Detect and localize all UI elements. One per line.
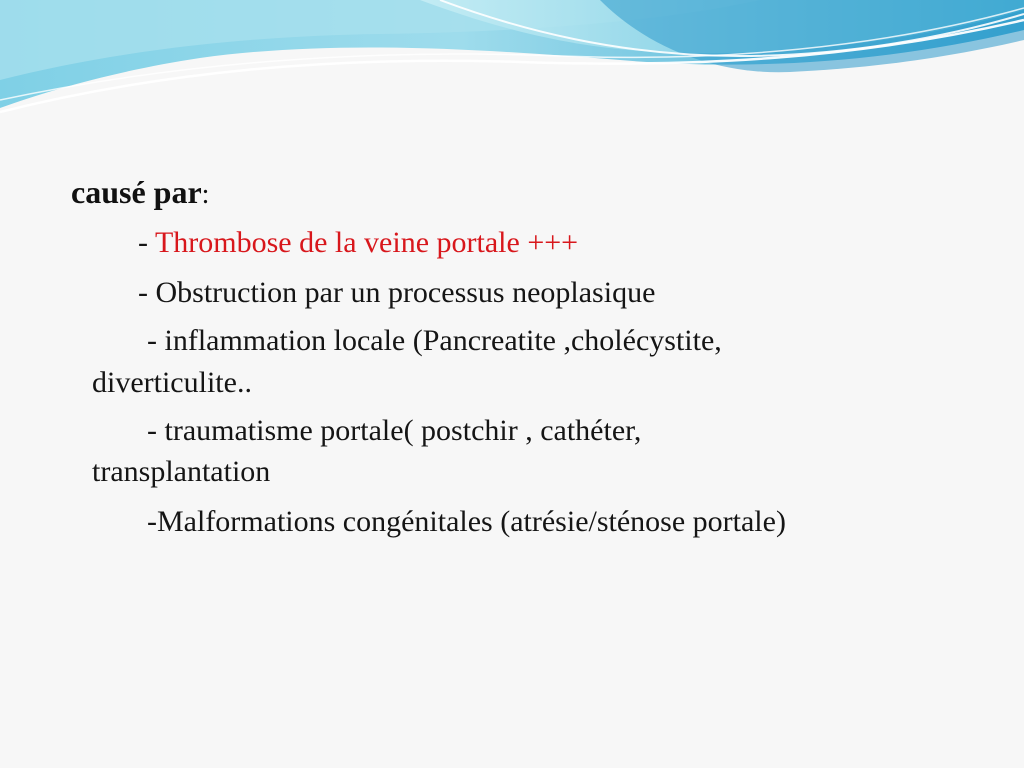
list-item-obstruction: - Obstruction par un processus neoplasique — [138, 276, 656, 309]
list-item-inflammation: - inflammation locale (Pancreatite ,cholécystite, — [147, 324, 722, 357]
list-item-dash: - — [138, 226, 155, 259]
heading-text: causé par — [71, 174, 202, 210]
list-item-inflammation-continuation: diverticulite.. — [92, 366, 252, 399]
heading-colon: : — [201, 179, 210, 210]
list-item-thrombose — [138, 224, 578, 262]
list-item-malformations: -Malformations congénitales (atrésie/sténose portale) — [147, 505, 786, 538]
list-item-traumatisme: - traumatisme portale( postchir , cathéter, — [147, 414, 642, 447]
slide-heading — [71, 170, 209, 217]
list-item-highlighted-text: Thrombose de la veine portale +++ — [154, 226, 579, 259]
list-item-traumatisme-continuation: transplantation — [92, 455, 271, 488]
